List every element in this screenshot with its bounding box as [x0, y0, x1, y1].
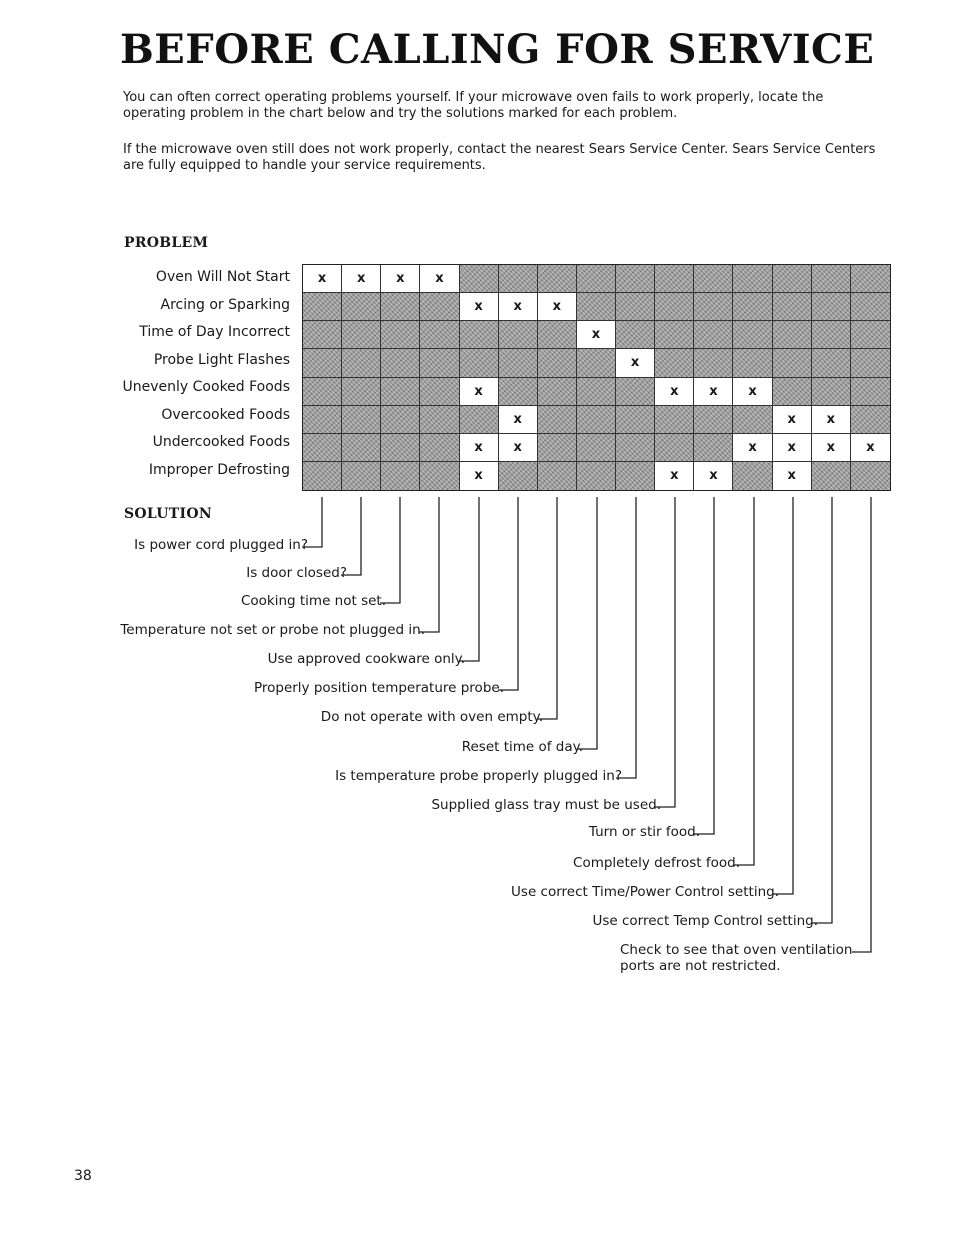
solution-connector — [812, 497, 832, 923]
problem-label: Overcooked Foods — [161, 406, 290, 423]
solution-connector — [655, 497, 675, 807]
solution-connector — [380, 497, 400, 603]
solution-label: Reset time of day. — [461, 739, 583, 755]
grid-mark: x — [420, 265, 459, 293]
grid-mark: x — [773, 434, 812, 462]
solution-label: Cooking time not set. — [240, 593, 386, 609]
page-number: 38 — [74, 1168, 92, 1184]
solution-label: Turn or stir food. — [588, 824, 700, 840]
solution-label: Use correct Time/Power Control setting. — [511, 884, 779, 900]
solution-connector — [773, 497, 793, 894]
solution-label: Check to see that oven ventilation ports are not restricted. — [620, 942, 853, 974]
problem-label: Improper Defrosting — [148, 461, 290, 478]
problem-label: Undercooked Foods — [152, 434, 290, 450]
grid-mark: x — [460, 293, 499, 321]
grid-mark: x — [694, 462, 733, 490]
grid-mark: x — [538, 293, 577, 321]
grid-mark: x — [733, 378, 772, 406]
grid-mark: x — [460, 462, 499, 490]
grid-mark: x — [694, 378, 733, 406]
solution-connector — [852, 497, 871, 952]
problem-label: Arcing or Sparking — [160, 296, 290, 313]
solution-connector — [459, 497, 479, 661]
grid-mark: x — [499, 434, 538, 462]
grid-mark: x — [812, 406, 851, 434]
solution-connector — [341, 497, 361, 575]
solution-connector — [734, 497, 754, 865]
solution-label: Is door closed? — [246, 565, 347, 581]
solution-connector — [694, 497, 714, 834]
problem-heading: PROBLEM — [124, 235, 209, 251]
grid-mark: x — [851, 434, 890, 462]
grid-mark: x — [616, 349, 655, 377]
grid-mark: x — [381, 265, 420, 293]
solution-label: Properly position temperature probe. — [253, 680, 504, 696]
problem-label: Unevenly Cooked Foods — [122, 379, 290, 395]
problem-label: Time of Day Incorrect — [139, 324, 290, 340]
grid-mark: x — [342, 265, 381, 293]
grid-mark: x — [812, 434, 851, 462]
grid-mark: x — [460, 434, 499, 462]
solution-connector — [419, 497, 439, 632]
grid-mark: x — [577, 321, 616, 349]
problem-label: Oven Will Not Start — [155, 269, 290, 285]
solution-connector — [577, 497, 597, 749]
solution-label: Use correct Temp Control setting. — [592, 913, 818, 929]
solution-label: Temperature not set or probe not plugged in. — [120, 622, 425, 638]
page-title: BEFORE CALLING FOR SERVICE — [120, 26, 875, 73]
solution-connector — [537, 497, 557, 719]
problem-label: Probe Light Flashes — [153, 351, 290, 368]
solution-label: Is temperature probe properly plugged in? — [335, 768, 622, 784]
solution-label: Use approved cookware only. — [267, 651, 465, 667]
grid-mark: x — [773, 462, 812, 490]
grid-mark: x — [499, 406, 538, 434]
solution-label: Completely defrost food. — [573, 855, 740, 871]
grid-mark: x — [303, 265, 342, 293]
solution-heading: SOLUTION — [124, 506, 212, 522]
solution-label: Do not operate with oven empty. — [320, 709, 543, 725]
solution-label: Is power cord plugged in? — [134, 537, 308, 553]
solution-label: Supplied glass tray must be used. — [431, 797, 661, 813]
grid-mark: x — [499, 293, 538, 321]
grid-mark: x — [655, 378, 694, 406]
intro-paragraph: You can often correct operating problems yourself. If your microwave oven fails to work properly, locate the operating problem in the chart below and try the solutions marked for each problem. — [123, 90, 824, 121]
service-paragraph: If the microwave oven still does not work properly, contact the nearest Sears Service Center. Sears Service Centers are fully equipped to handle your service requirements. — [123, 142, 876, 173]
grid-mark: x — [733, 434, 772, 462]
grid-mark: x — [773, 406, 812, 434]
grid-mark: x — [460, 378, 499, 406]
solution-connector — [616, 497, 636, 778]
grid-mark: x — [655, 462, 694, 490]
solution-connector — [498, 497, 518, 690]
